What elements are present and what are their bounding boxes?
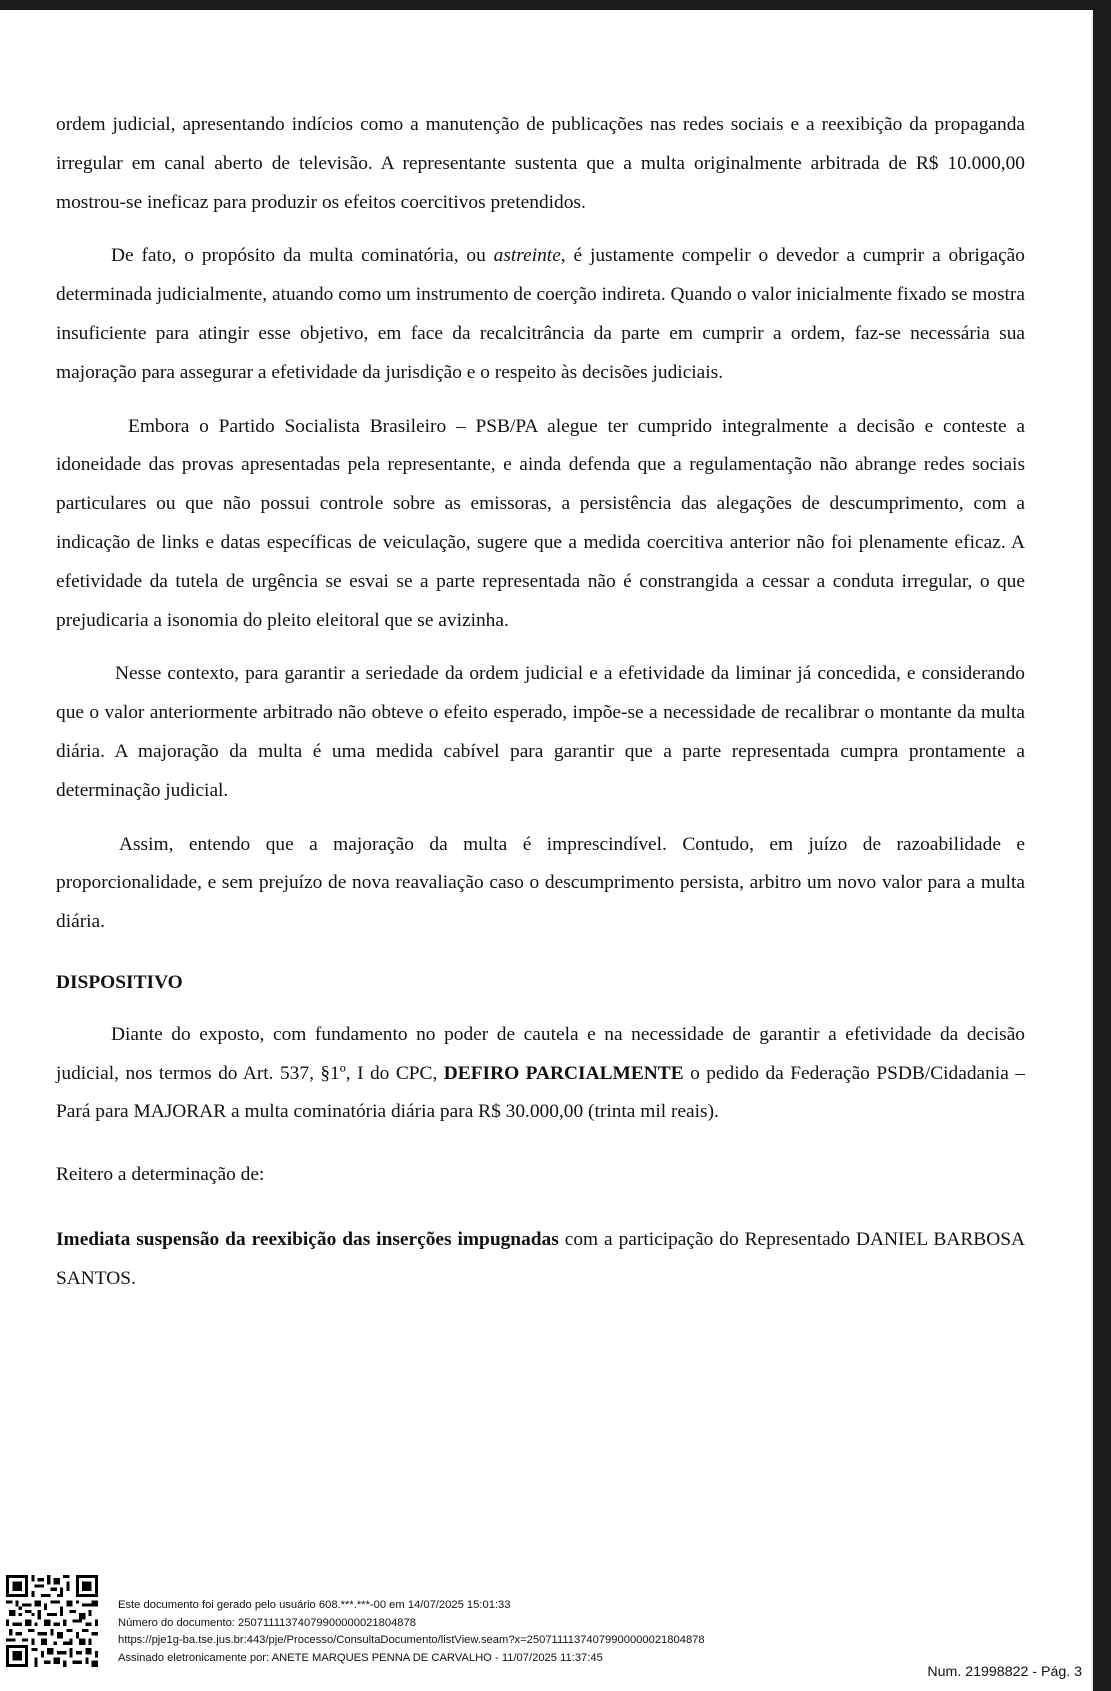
determinacao-text: com a participação do Representado DANIEL BARBOSA SANTOS.: [56, 1228, 1025, 1289]
signature-info: [118, 1597, 705, 1667]
paragraph-2-text-a: De fato, o propósito da multa cominatória, ou: [111, 245, 494, 267]
dispositivo-text-a: Diante do exposto, com fundamento no poder de cautela e na necessidade de garantir a efetividade da decisão judicial, nos termos do Art. 537, §1º, I do CPC,: [56, 1023, 1025, 1084]
reitero-line: Reitero a determinação de:: [56, 1164, 265, 1186]
document-body: [56, 106, 1025, 1299]
paragraph-1-text: ordem judicial, apresentando indícios como a manutenção de publicações nas redes sociais e a reexibição da propaganda irregular em canal aberto de televisão. A representante sustenta que a multa originalmente arbitrada de R$ 10.000,00 mostrou-se ineficaz para produzir os efeitos coercitivos pretendidos.: [56, 114, 1025, 213]
paragraph-3: [56, 408, 1025, 641]
document-url-link[interactable]: https://pje1g-ba.tse.jus.br:443/pje/Processo/ConsultaDocumento/listView.seam?x=25071111374079900000021804878: [118, 1634, 705, 1646]
determinacao-paragraph: [56, 1221, 1025, 1299]
generated-by-line: Este documento foi gerado pelo usuário 608.***.***-00 em 14/07/2025 15:01:33: [118, 1599, 511, 1611]
paragraph-5: [56, 826, 1025, 942]
page-number: Num. 21998822 - Pág. 3: [927, 1664, 1082, 1680]
document-page: [0, 10, 1093, 1691]
paragraph-5-text: Assim, entendo que a majoração da multa é imprescindível. Contudo, em juízo de razoabilidade e proporcionalidade, e sem prejuízo de nova reavaliação caso o descumprimento persista, arbitro um novo valor para a multa diária.: [56, 833, 1025, 933]
dispositivo-text-b: o pedido da Federação PSDB/Cidadania – Pará para MAJORAR a multa cominatória diária para R$ 30.000,00 (trinta mil reais).: [56, 1062, 1025, 1123]
dispositivo-paragraph: [56, 1016, 1025, 1132]
paragraph-2-text-b: , é justamente compelir o devedor a cumprir a obrigação determinada judicialmente, atuando como um instrumento de coerção indireta. Quando o valor inicialmente fixado se mostra insuficiente para atingir esse objetivo, em face da recalcitrância da parte em cumprir a ordem, faz-se necessária sua majoração para assegurar a efetividade da jurisdição e o respeito às decisões judiciais.: [56, 245, 1025, 383]
paragraph-4: [56, 655, 1025, 810]
determinacao-bold: Imediata suspensão da reexibição das inserções impugnadas: [56, 1228, 559, 1250]
paragraph-2: [56, 237, 1025, 392]
qr-code-icon: [6, 1575, 98, 1667]
paragraph-3-text: Embora o Partido Socialista Brasileiro – PSB/PA alegue ter cumprido integralmente a decisão e conteste a idoneidade das provas apresentadas pela representante, e ainda defenda que a regulamentação não abrange redes sociais particulares ou que não possui controle sobre as emissoras, a persistência das alegações de descumprimento, com a indicação de links e datas específicas de veiculação, sugere que a medida coercitiva anterior não foi plenamente eficaz. A efetividade da tutela de urgência se esvai se a parte representada não é constrangida a cessar a conduta irregular, o que prejudicaria a isonomia do pleito eleitoral que se avizinha.: [56, 415, 1025, 631]
document-footer: [0, 1575, 1091, 1691]
paragraph-1: [56, 106, 1025, 222]
paragraph-4-text: Nesse contexto, para garantir a seriedade da ordem judicial e a efetividade da liminar já concedida, e considerando que o valor anteriormente arbitrado não obteve o efeito esperado, impõe-se a necessidade de recalibrar o montante da multa diária. A majoração da multa é uma medida cabível para garantir que a parte representada cumpra prontamente a determinação judicial.: [56, 663, 1025, 801]
defiro-parcialmente: DEFIRO PARCIALMENTE: [443, 1062, 684, 1084]
document-number-line: Número do documento: 25071111374079900000021804878: [118, 1616, 416, 1629]
section-heading-dispositivo: DISPOSITIVO: [56, 971, 183, 993]
astreinte-term: astreinte: [493, 245, 561, 267]
signed-by-line: Assinado eletronicamente por: ANETE MARQUES PENNA DE CARVALHO - 11/07/2025 11:37:45: [118, 1651, 603, 1664]
